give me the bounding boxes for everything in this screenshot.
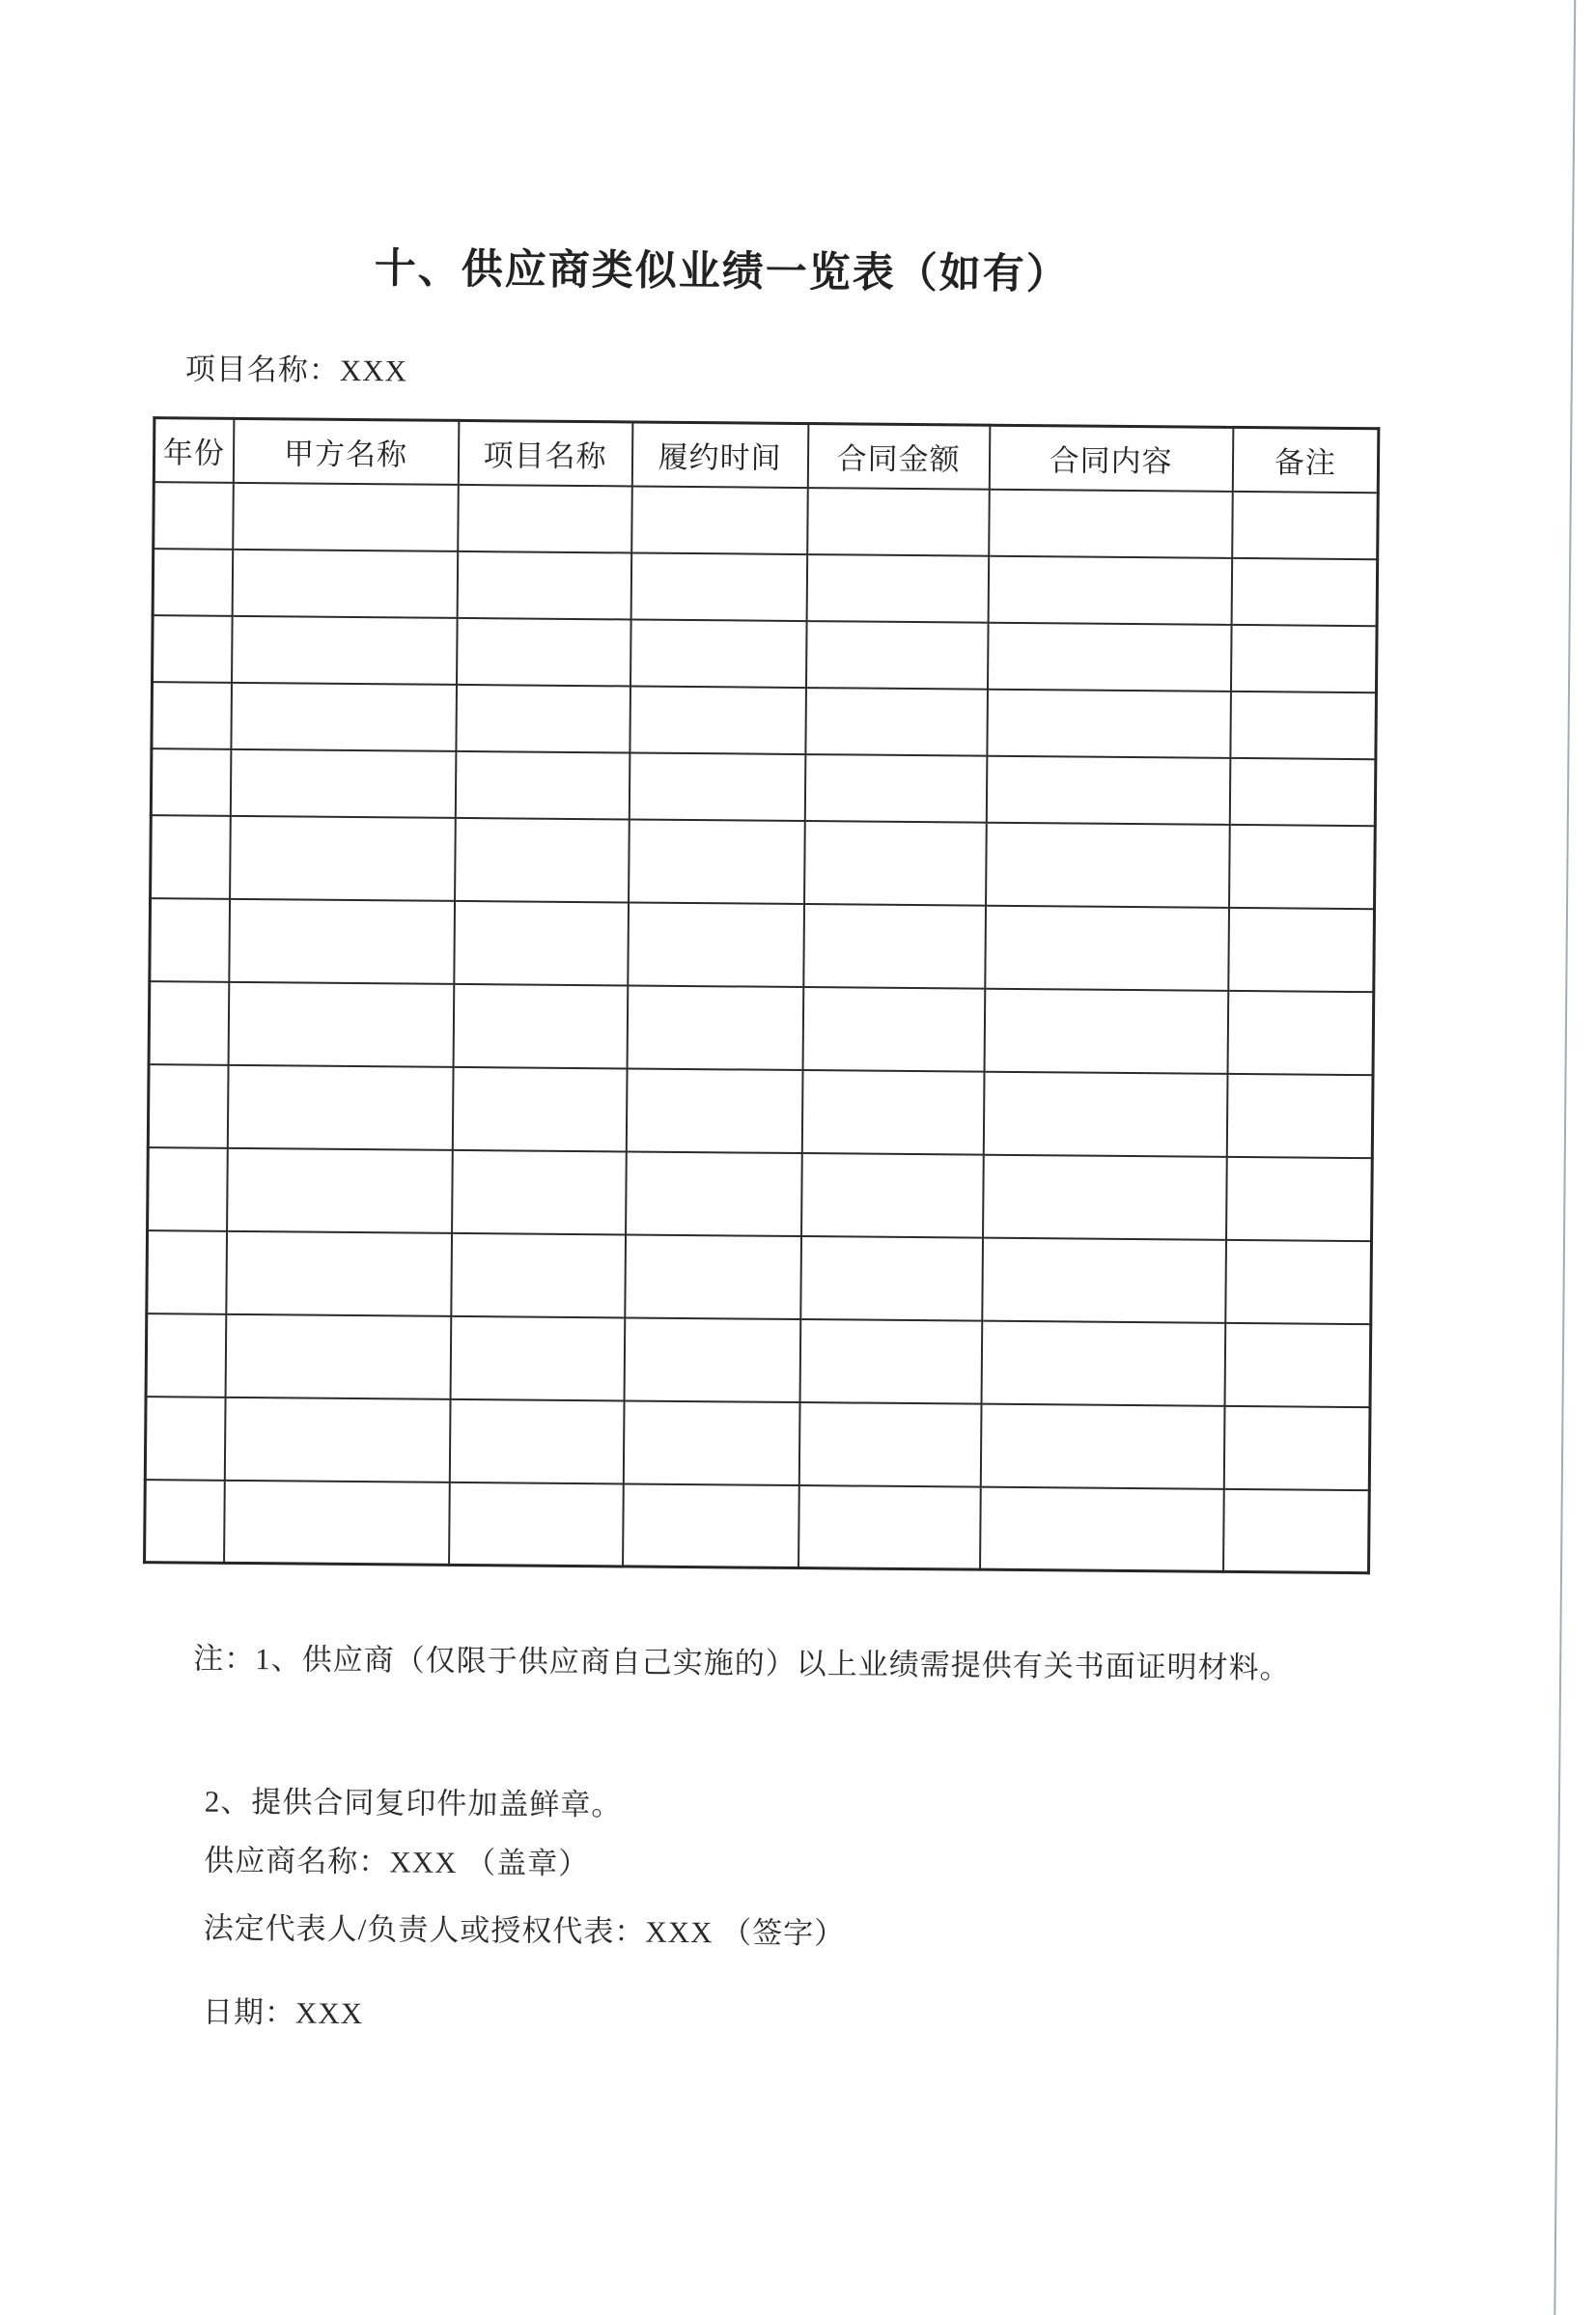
table-row [151,815,1376,909]
table-cell [980,1403,1224,1488]
table-cell [805,621,988,690]
table-cell [149,981,229,1065]
table-cell [804,821,987,906]
table-body [145,482,1379,1573]
table-row [148,1147,1373,1241]
table-header-cell-project: 项目名称 [458,420,632,486]
table-cell [984,988,1228,1073]
table-cell [145,1397,225,1481]
table-header-cell-contract-content: 合同内容 [989,425,1233,491]
table-cell [1230,624,1377,692]
table-row [152,682,1377,759]
table-cell [453,983,628,1068]
table-cell [798,1402,981,1487]
project-name-line: 项目名称：XXX [184,352,408,388]
table-cell [151,748,231,816]
table-row [153,549,1378,626]
table-cell [625,1234,801,1319]
table-cell [452,1066,627,1151]
table-cell [457,617,631,686]
table-row [153,615,1378,692]
table-cell [1223,1405,1370,1489]
table-cell [232,549,458,617]
table-cell [224,1397,450,1482]
table-cell [800,1236,983,1321]
table-cell [449,1398,624,1483]
table-row [148,1064,1373,1158]
table-header-row [154,418,1379,493]
table-header-cell-year: 年份 [154,418,234,483]
table-cell [455,750,630,819]
table-cell [228,981,454,1066]
table-cell [806,554,989,623]
table-cell [454,900,629,985]
table-cell [629,819,805,904]
table-cell [986,755,1230,824]
table-cell [805,688,988,756]
table-cell [227,1064,453,1149]
table-cell [450,1315,625,1400]
table-cell [626,1068,802,1153]
table-cell [801,1070,984,1155]
table-cell [457,551,631,619]
table-cell [1226,1156,1373,1240]
table-cell [455,817,630,902]
table-cell [1229,824,1376,908]
table-row [147,1230,1372,1324]
table-cell [452,1149,627,1234]
table-cell [1226,1073,1373,1157]
table-row [145,1480,1370,1573]
table-cell [449,1482,624,1567]
table-cell [1230,691,1377,758]
table-cell [987,622,1231,691]
table-cell [456,684,630,752]
table-cell [982,1237,1226,1322]
table-cell [227,1147,453,1232]
table-header-cell-remarks: 备注 [1232,427,1379,492]
table-cell [623,1400,799,1485]
table-cell [804,754,987,823]
table-cell [986,822,1230,907]
table-cell [148,1064,228,1148]
table-cell [224,1480,450,1565]
table-cell [226,1230,452,1315]
supplier-name-line: 供应商名称：XXX （盖章） [204,1843,590,1881]
table-cell [983,1071,1227,1156]
table-cell [1223,1488,1370,1572]
page-title: 十、供应商类似业绩一览表（如有） [374,246,1070,298]
table-cell [1228,907,1375,991]
table-cell [630,619,806,688]
note-1: 注：1、供应商（仅限于供应商自己实施的）以上业绩需提供有关书面证明材料。 [193,1641,1291,1685]
table-cell [803,904,986,989]
table-row [145,1397,1370,1490]
table-cell [629,752,805,821]
table-cell [1232,491,1379,558]
table-cell [225,1313,451,1398]
table-cell [801,1153,984,1238]
table-cell [1225,1239,1372,1323]
table-cell [983,1154,1227,1239]
date-line: 日期：XXX [202,1994,364,2031]
table-cell [627,985,803,1070]
table-cell [631,486,808,554]
table-cell [624,1317,800,1402]
table-cell [628,902,804,987]
table-cell [981,1320,1225,1405]
table-cell [458,484,632,552]
table-cell [802,987,985,1072]
table-cell [799,1319,982,1404]
scan-page-edge-line [1554,0,1576,2315]
table-cell [152,682,232,749]
table-row [150,898,1375,992]
table-row [146,1313,1371,1407]
table-cell [229,898,455,983]
table-cell [987,689,1231,757]
table-row [154,482,1379,559]
table-row [151,748,1376,826]
table-cell [985,905,1229,990]
table-cell [623,1483,799,1568]
table-cell [232,615,458,684]
table-header-cell-party-a: 甲方名称 [233,418,459,484]
table-cell [150,898,230,982]
table-cell [988,555,1232,624]
table-header-cell-performance-time: 履约时间 [631,422,808,488]
table-cell [153,615,233,683]
table-cell [1227,990,1374,1074]
table-cell [145,1480,225,1564]
table-cell [1229,757,1376,825]
performance-table [143,416,1380,1574]
table-row [149,981,1374,1075]
table-cell [989,489,1233,557]
table-cell [1231,557,1378,625]
table-cell [148,1147,228,1231]
table-cell [451,1232,626,1317]
table-cell [626,1151,802,1236]
table-cell [630,552,807,621]
table-cell [233,482,459,551]
note-2: 2、提供合同复印件加盖鲜章。 [204,1784,623,1822]
table-cell [147,1230,227,1314]
table-cell [798,1485,981,1570]
table-cell [153,549,233,616]
table-cell [230,815,456,900]
table-cell [1224,1322,1371,1406]
table-cell [154,482,234,550]
table-header-cell-contract-amount: 合同金额 [807,424,990,490]
table-cell [151,815,231,899]
table-cell [630,686,806,754]
table-cell [807,488,990,556]
table-cell [980,1486,1224,1571]
table-cell [230,748,456,817]
table-cell [146,1313,226,1397]
table-cell [231,682,457,750]
legal-representative-line: 法定代表人/负责人或授权代表：XXX （签字） [203,1910,846,1951]
